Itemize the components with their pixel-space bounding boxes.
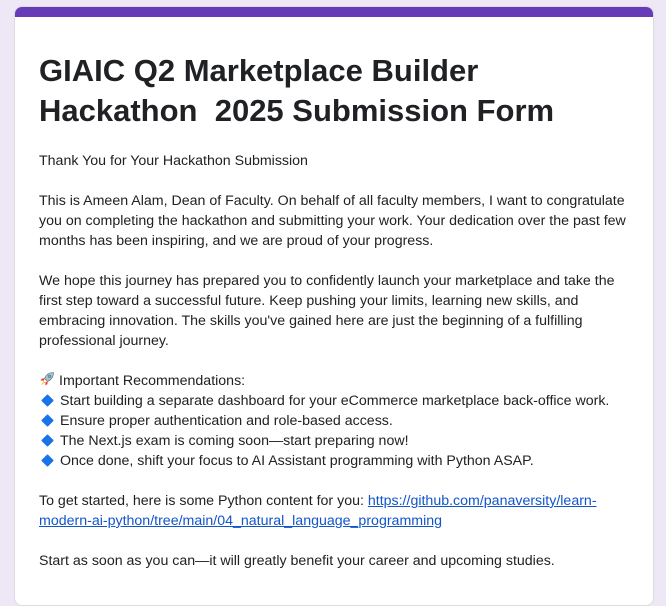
recommendations-heading-line xyxy=(39,371,629,391)
card-content xyxy=(15,17,653,571)
recommendation-item: Ensure proper authentication and role-based access. xyxy=(39,411,629,431)
recommendations-heading: Important Recommendations: xyxy=(59,373,246,389)
form-title-line2: Hackathon 2025 Submission Form xyxy=(39,93,555,128)
closing-text: Start as soon as you can—it will greatly benefit your career and upcoming studies. xyxy=(39,553,555,569)
rocket-icon xyxy=(39,371,55,387)
python-content-paragraph xyxy=(39,491,629,531)
hope-paragraph: We hope this journey has prepared you to confidently launch your marketplace and take the first step toward a successful future. Keep pushing your limits, learning new skills, and embracing innovation. The skills you've gained here are just the beginning of a fulfilling professional journey. xyxy=(39,273,615,349)
python-intro-text: To get started, here is some Python content for you: xyxy=(39,493,368,509)
form-title-line1: GIAIC Q2 Marketplace Builder xyxy=(39,53,479,88)
blue-diamond-icon xyxy=(41,454,54,467)
thanks-text: Thank You for Your Hackathon Submission xyxy=(39,153,308,169)
intro-paragraph: This is Ameen Alam, Dean of Faculty. On behalf of all faculty members, I want to congratulate you on completing the hackathon and submitting your work. Your dedication over the past few months has been inspiring, and we are proud of your progress. xyxy=(39,193,626,249)
form-header-card xyxy=(14,6,654,606)
blue-diamond-icon xyxy=(41,394,54,407)
recommendation-item: Start building a separate dashboard for your eCommerce marketplace back-office work. xyxy=(39,391,629,411)
form-description xyxy=(39,151,629,571)
blue-diamond-icon xyxy=(41,414,54,427)
recommendations-block xyxy=(39,371,629,471)
blue-diamond-icon xyxy=(41,434,54,447)
recommendation-item: Once done, shift your focus to AI Assistant programming with Python ASAP. xyxy=(39,451,629,471)
python-content-link[interactable]: https://github.com/panaversity/learn-modern-ai-python/tree/main/04_natural_language_programming xyxy=(39,493,597,529)
form-title xyxy=(39,51,629,131)
recommendation-item: The Next.js exam is coming soon—start preparing now! xyxy=(39,431,629,451)
card-accent-bar xyxy=(15,7,653,17)
